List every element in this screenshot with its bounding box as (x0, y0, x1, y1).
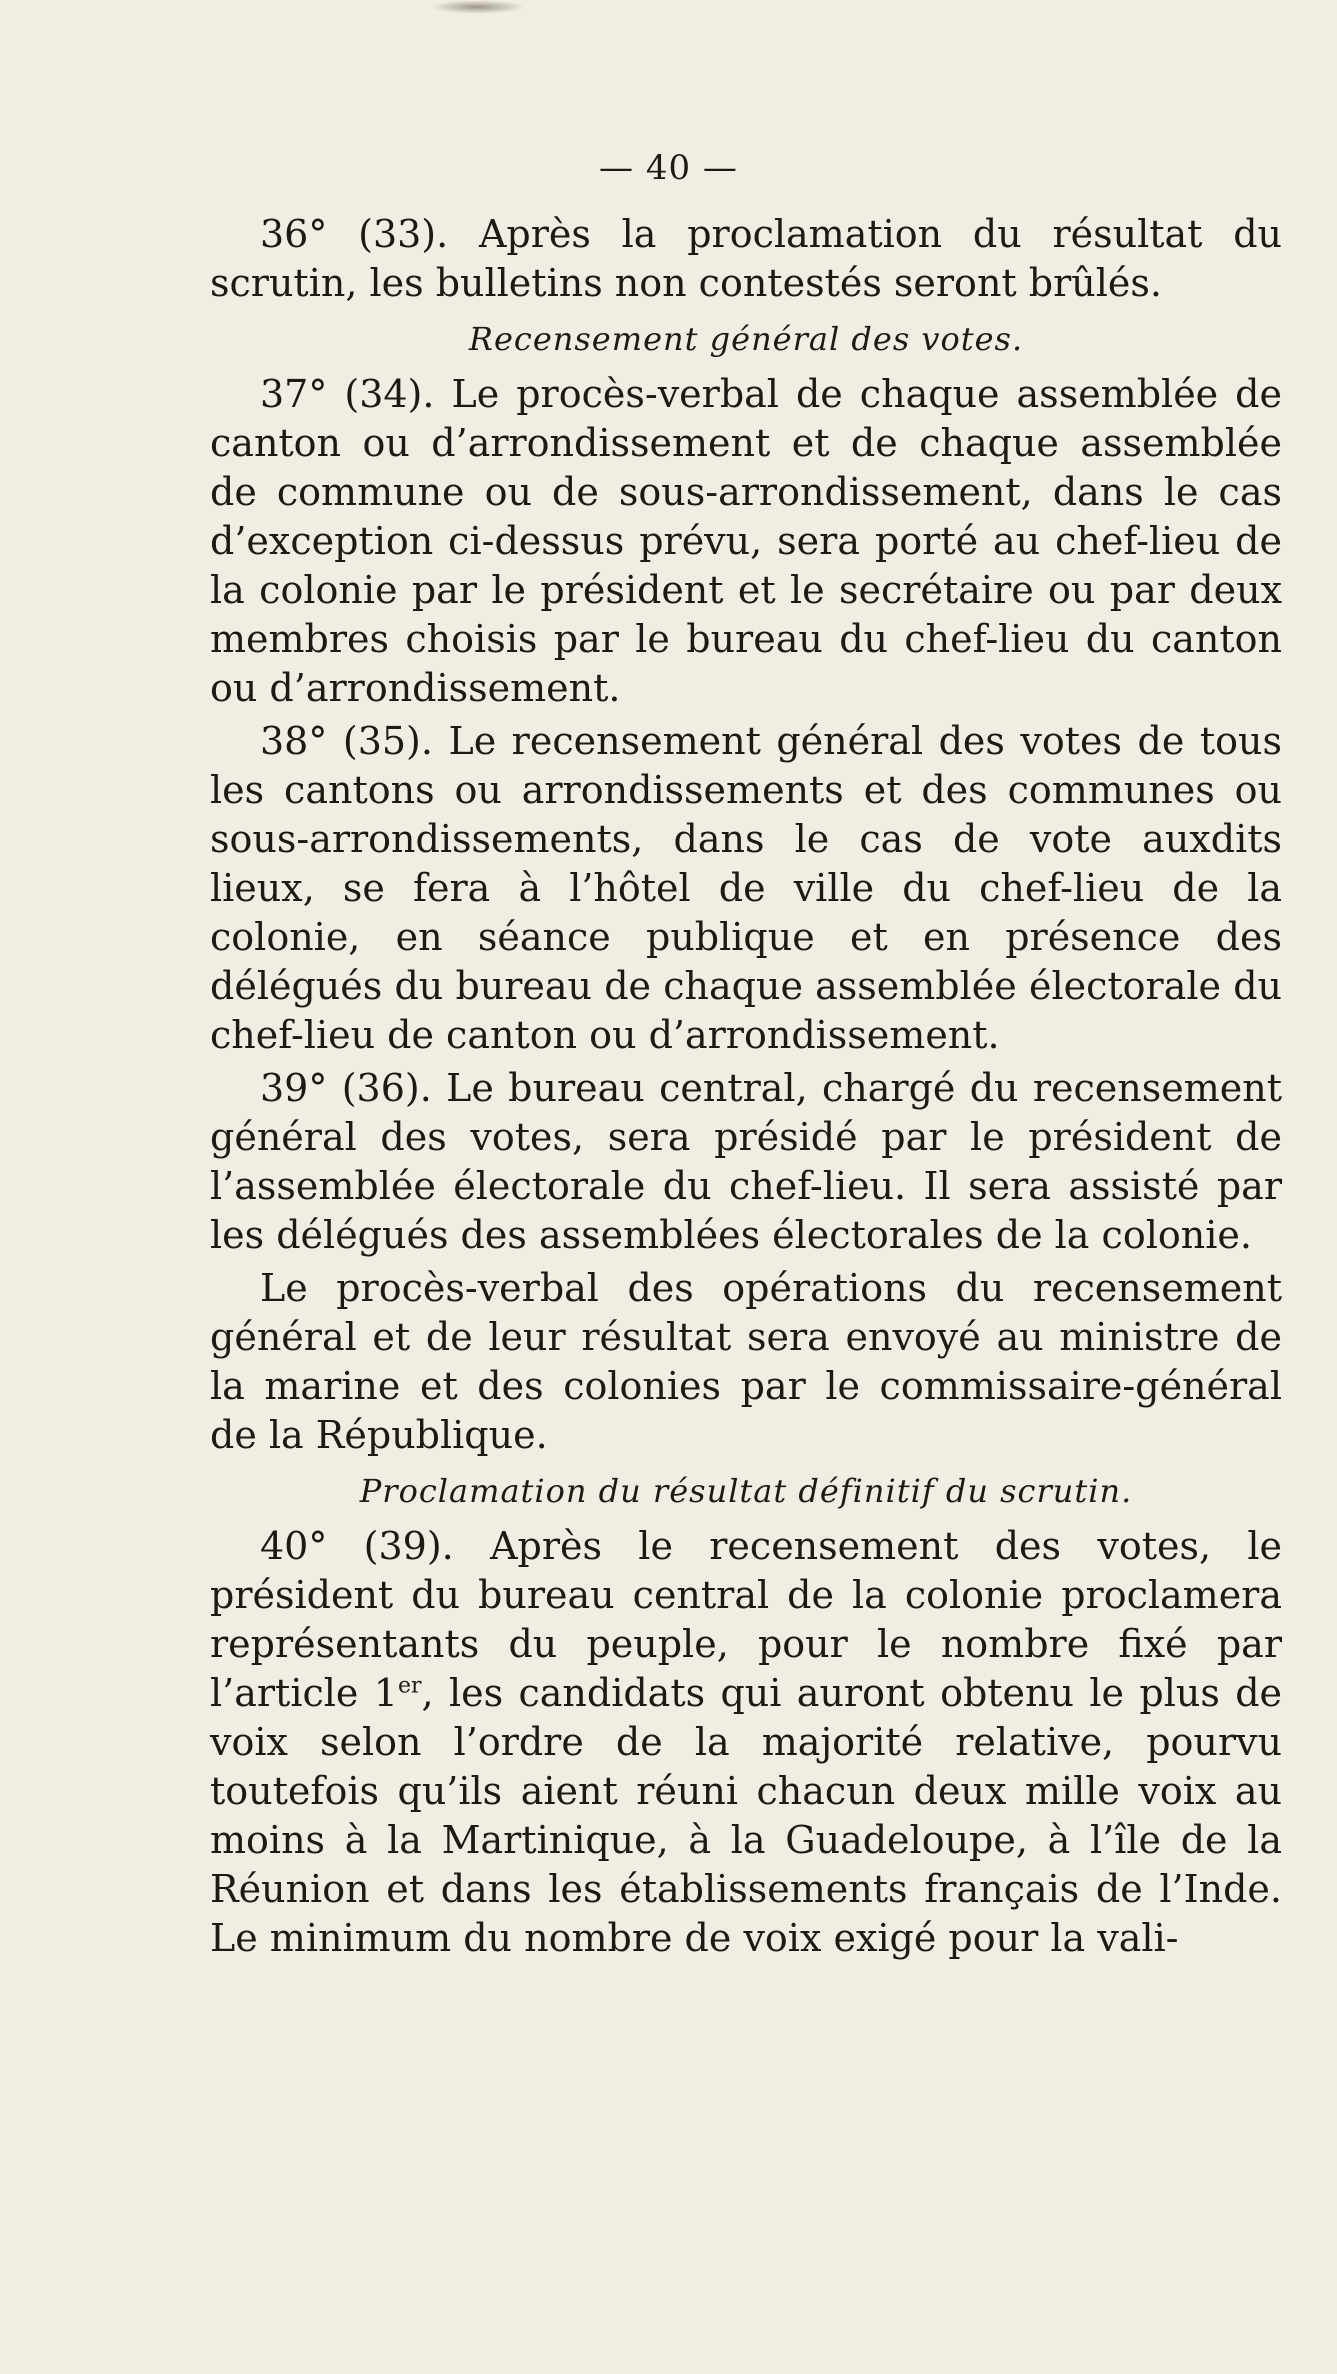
page-number: — 40 — (599, 148, 738, 188)
ink-smudge (430, 0, 525, 14)
article-39: 39° (36). Le bureau central, chargé du recensement général des votes, sera présidé par le président de l’assemblée électorale du chef-lieu. Il sera assisté par les délégués des assemblées électorales de la colonie. (210, 1066, 1282, 1257)
article-40 (210, 1522, 1282, 1963)
body-text (210, 210, 1282, 1967)
article-38: 38° (35). Le recensement général des votes de tous les cantons ou arrondissements et des communes ou sous-arrondissements, dans le cas de vote auxdits lieux, se fera à l’hôtel de ville du chef-lieu de la colonie, en séance publique et en présence des délégués du bureau de chaque assemblée électorale du chef-lieu de canton ou d’arrondissement. (210, 719, 1282, 1057)
article-40-text-end: , les candidats qui auront obtenu le plus de voix selon l’ordre de la majorité relative, pourvu toutefois qu’ils aient réuni chacun deux mille voix au moins à la Martinique, à la Guadeloupe, à l’île de la Réunion et dans les établissements français de l’Inde. Le minimum du nombre de voix exigé pour la vali- (210, 1671, 1283, 1960)
article-40-text-start: 40° (39). Après le recensement des votes, le président du bureau central de la colonie proclamera représentants du peuple, pour le nombre fixé par l’article 1 (210, 1524, 1282, 1715)
article-37: 37° (34). Le procès-verbal de chaque assemblée de canton ou d’arrondissement et de chaque assemblée de commune ou de sous-arrondissement, dans le cas d’exception ci-dessus prévu, sera porté au chef-lieu de la colonie par le président et le secrétaire ou par deux membres choisis par le bureau du chef-lieu du canton ou d’arrondissement. (210, 372, 1282, 710)
article-39-continuation: Le procès-verbal des opérations du recensement général et de leur résultat sera envoyé au ministre de la marine et des colonies par le commissaire-général de la République. (210, 1266, 1282, 1457)
section-heading-proclamation: Proclamation du résultat définitif du scrutin. (359, 1472, 1133, 1510)
article-36: 36° (33). Après la proclamation du résultat du scrutin, les bulletins non contestés seront brûlés. (210, 212, 1282, 305)
section-heading-recensement: Recensement général des votes. (468, 320, 1024, 358)
article-40-superscript: er (397, 1673, 422, 1699)
